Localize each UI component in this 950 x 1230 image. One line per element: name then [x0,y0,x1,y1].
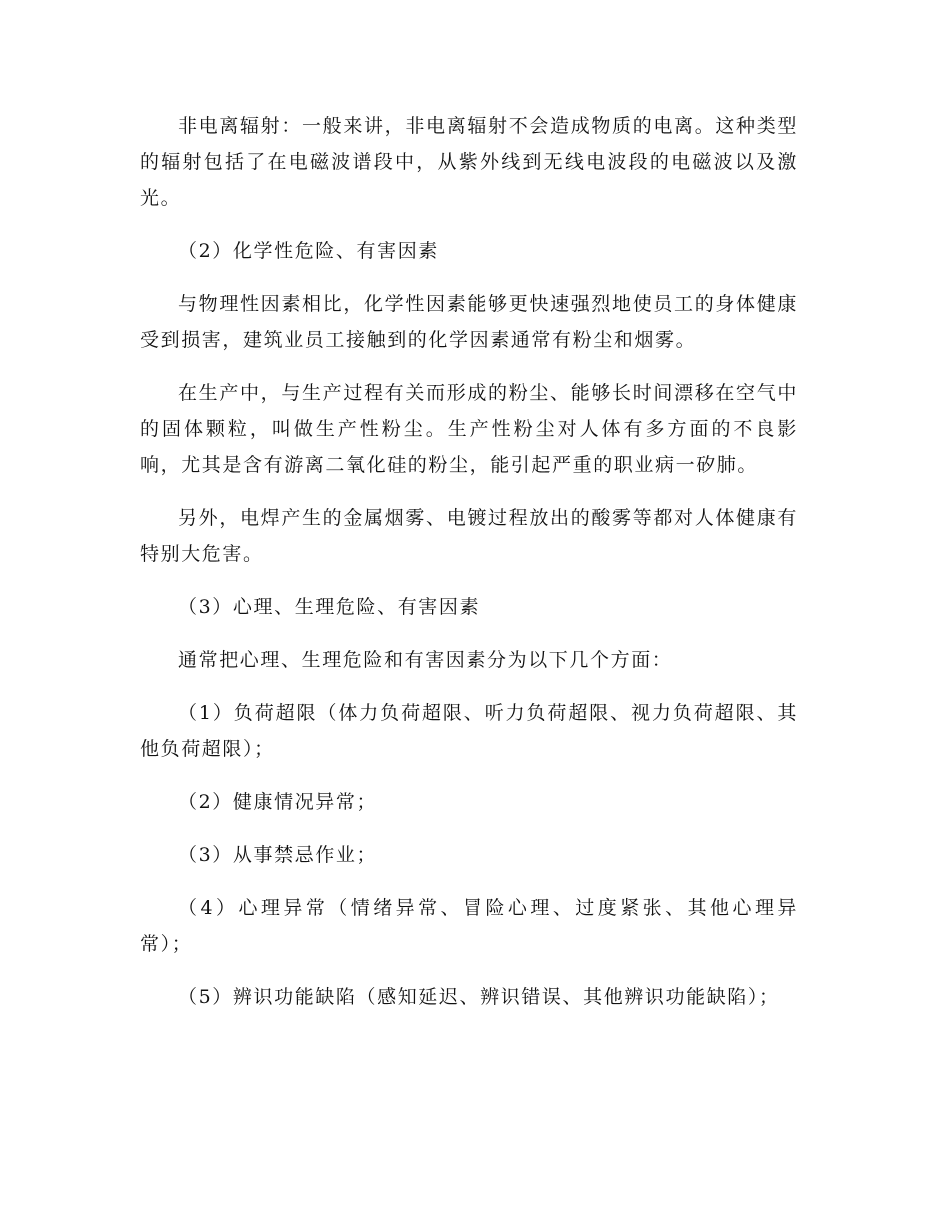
section-heading-chemical-hazards: （2）化学性危险、有害因素 [178,240,439,262]
paragraph-non-ionizing-radiation: 非电离辐射：一般来讲，非电离辐射不会造成物质的电离。这种类型的辐射包括了在电磁波谱段中，从紫外线到无线电波段的电磁波以及激光。 [140,115,798,209]
list-item-recognition-defect: （5）辨识功能缺陷（感知延迟、辨识错误、其他辨识功能缺陷）； [178,986,780,1008]
paragraph-intro-list: 通常把心理、生理危险和有害因素分为以下几个方面： [178,649,673,671]
list-item-forbidden-work: （3）从事禁忌作业； [178,844,378,866]
paragraph-chemical-factors: 与物理性因素相比，化学性因素能够更快速强烈地使员工的身体健康受到损害，建筑业员工接触到的化学因素通常有粉尘和烟雾。 [140,293,798,351]
section-heading-psych-physio-hazards: （3）心理、生理危险、有害因素 [178,596,481,618]
paragraph-production-dust: 在生产中，与生产过程有关而形成的粉尘、能够长时间漂移在空气中的固体颗粒，叫做生产性粉尘。生产性粉尘对人体有多方面的不良影响，尤其是含有游离二氧化硅的粉尘，能引起严重的职业病一矽肺。 [140,382,798,476]
paragraph-welding-fumes: 另外，电焊产生的金属烟雾、电镀过程放出的酸雾等都对人体健康有特别大危害。 [140,507,798,565]
list-item-overload: （1）负荷超限（体力负荷超限、听力负荷超限、视力负荷超限、其他负荷超限）； [140,702,798,760]
list-item-psych-abnormal: （4）心理异常（情绪异常、冒险心理、过度紧张、其他心理异常）； [140,897,798,955]
document-body [140,108,798,1032]
list-item-health-abnormal: （2）健康情况异常； [178,791,378,813]
